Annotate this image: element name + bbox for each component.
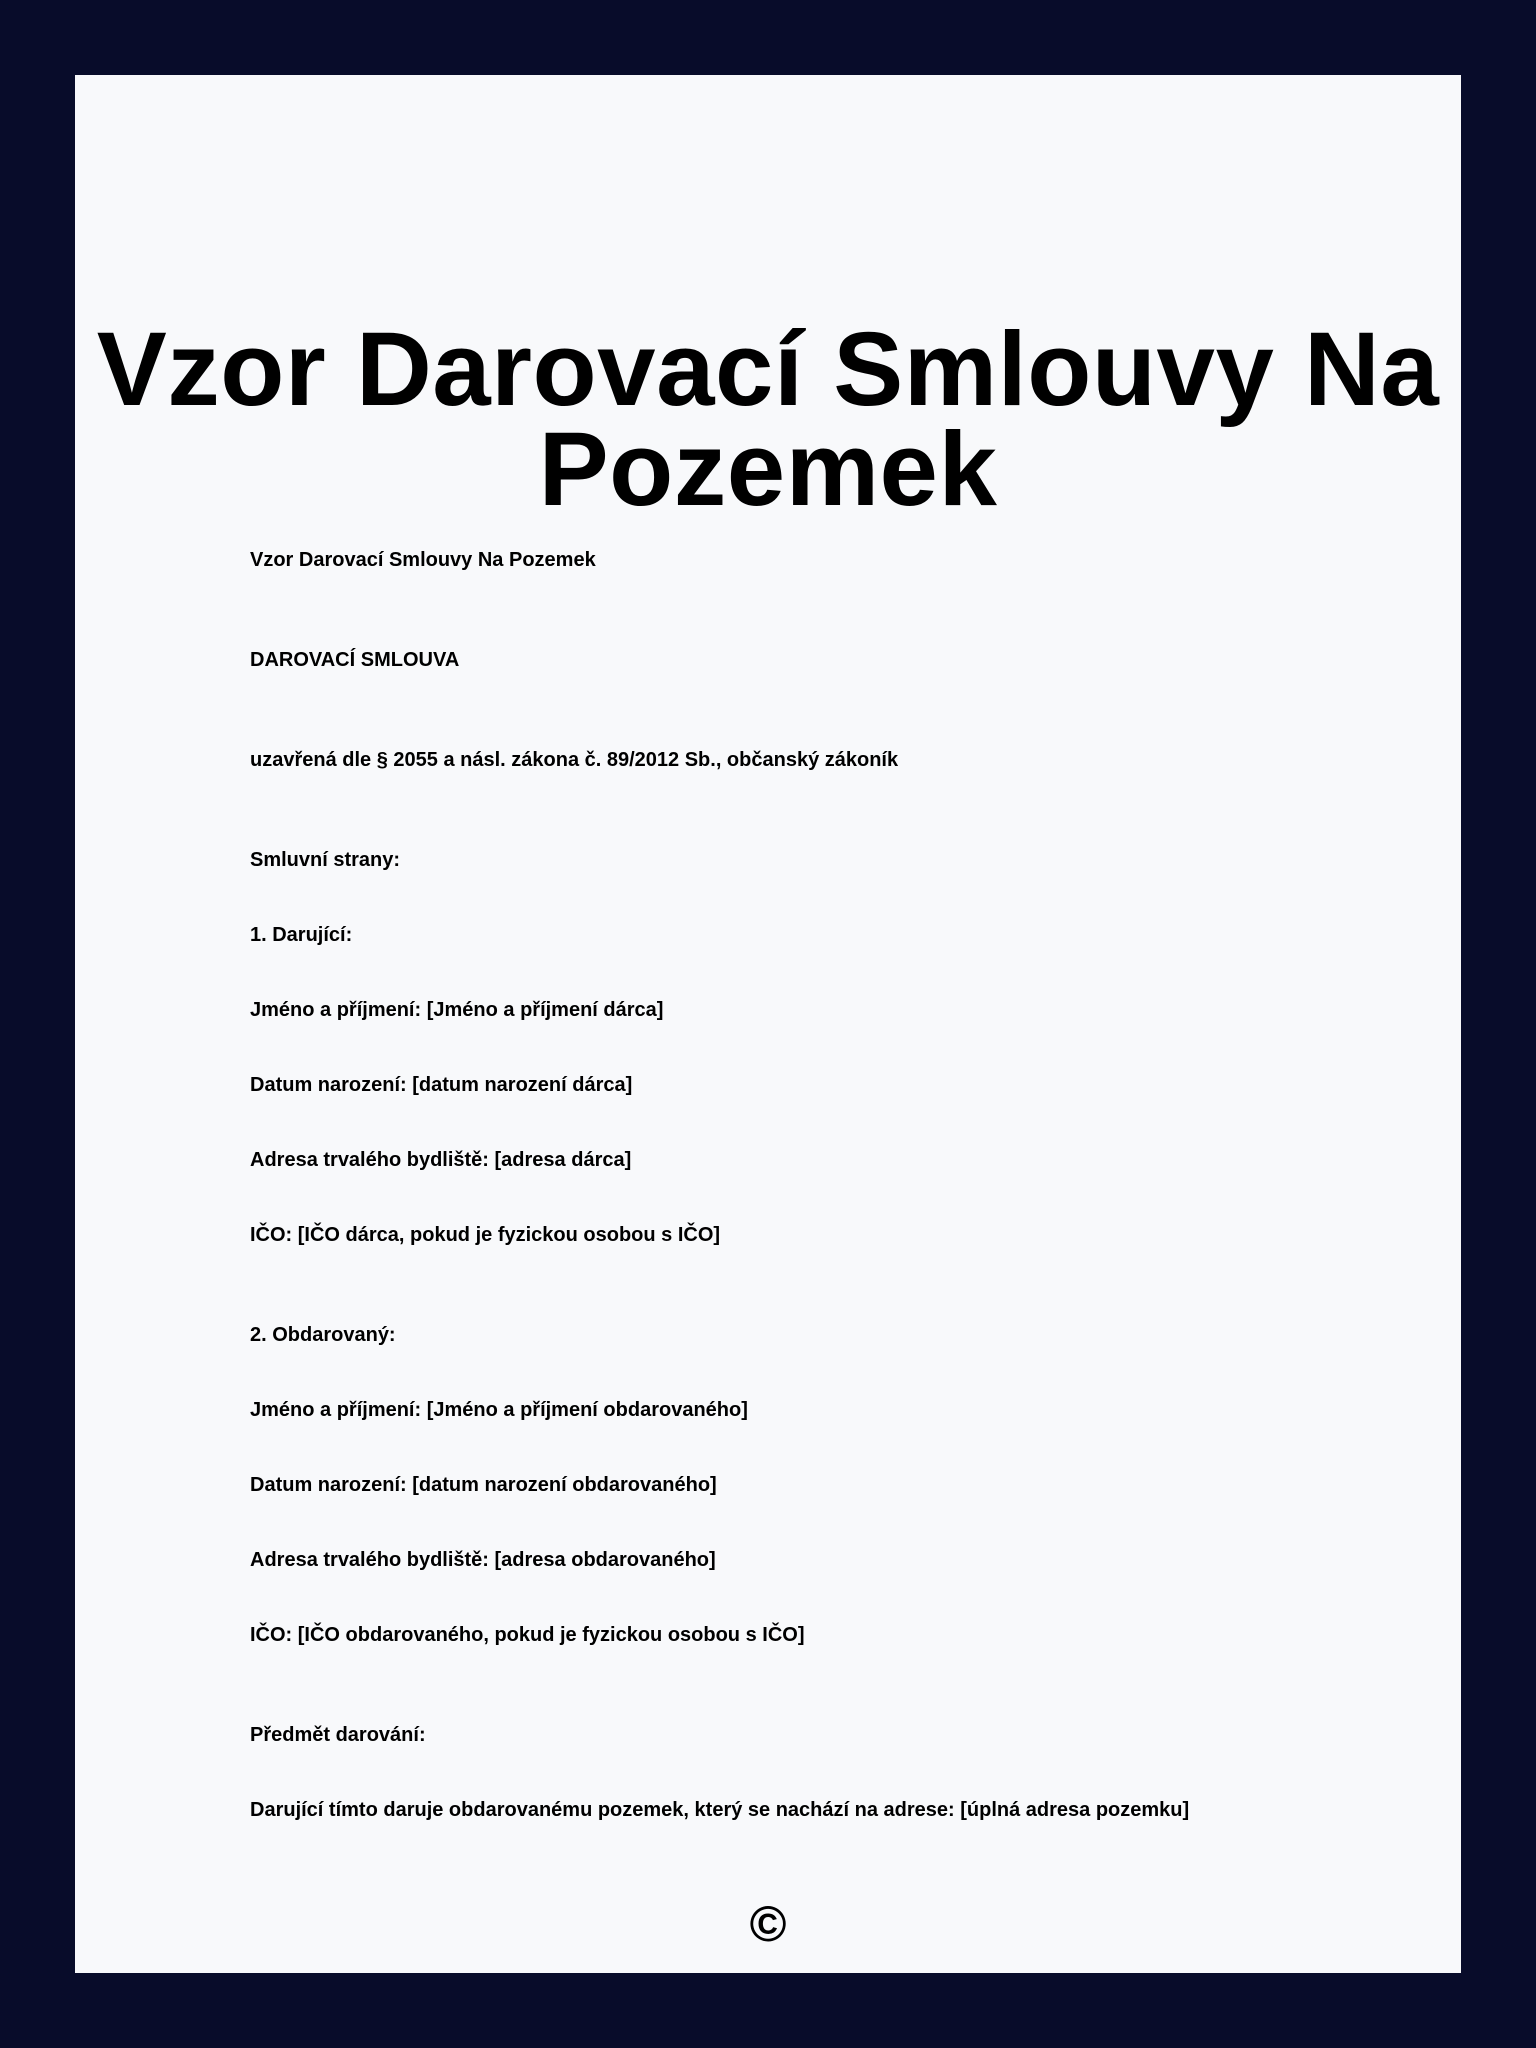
document-title: Vzor Darovací Smlouvy Na Pozemek: [96, 311, 1440, 528]
gift-subject-line: Darující tímto daruje obdarovanému pozemek, který se nachází na adrese: [úplná adresa pozemku]: [250, 1799, 1190, 1821]
legal-basis-line: uzavřená dle § 2055 a násl. zákona č. 89/2012 Sb., občanský zákoník: [250, 749, 899, 771]
donor-heading: 1. Darující:: [250, 924, 353, 946]
copyright-icon: ©: [749, 1896, 787, 1952]
recipient-heading: 2. Obdarovaný:: [250, 1324, 396, 1346]
recipient-birthdate-line: Datum narození: [datum narození obdarovaného]: [250, 1474, 717, 1496]
donor-address-line: Adresa trvalého bydliště: [adresa dárca]: [250, 1149, 632, 1171]
donor-birthdate-line: Datum narození: [datum narození dárca]: [250, 1074, 633, 1096]
recipient-name-line: Jméno a příjmení: [Jméno a příjmení obdarovaného]: [250, 1399, 748, 1421]
contract-type-heading: DAROVACÍ SMLOUVA: [250, 649, 460, 671]
recipient-ico-line: IČO: [IČO obdarovaného, pokud je fyzickou osobou s IČO]: [250, 1624, 805, 1646]
recipient-address-line: Adresa trvalého bydliště: [adresa obdarovaného]: [250, 1549, 716, 1571]
gift-subject-heading: Předmět darování:: [250, 1724, 426, 1746]
document-page: [75, 75, 1461, 1973]
parties-heading: Smluvní strany:: [250, 849, 401, 871]
donor-name-line: Jméno a příjmení: [Jméno a příjmení dárca]: [250, 999, 664, 1021]
donor-ico-line: IČO: [IČO dárca, pokud je fyzickou osobou s IČO]: [250, 1224, 721, 1246]
document-heading-line: Vzor Darovací Smlouvy Na Pozemek: [250, 549, 596, 571]
